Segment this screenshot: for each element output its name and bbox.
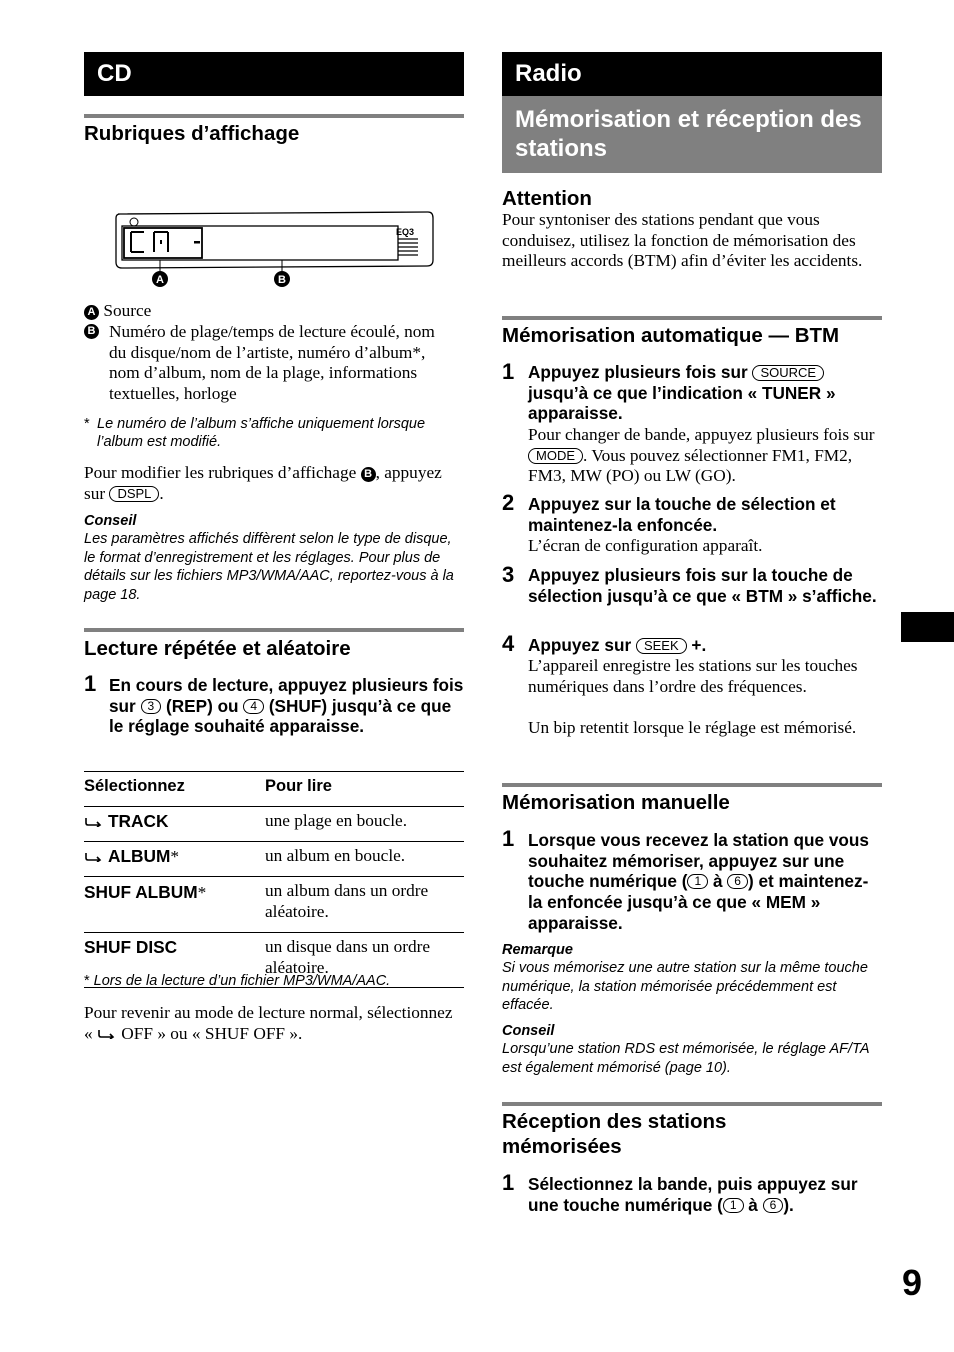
remarque-manuelle bbox=[502, 941, 882, 1015]
table-cell-label bbox=[84, 877, 265, 933]
marker-a-label: A bbox=[156, 274, 164, 286]
badge-b-inline-icon: B bbox=[361, 467, 376, 482]
key-6: 6 bbox=[763, 1198, 784, 1213]
step-manuelle-b: ) et maintenez-la enfoncée jusqu’à ce que « MEM » apparaisse. bbox=[528, 871, 869, 933]
return-paragraph bbox=[84, 1003, 464, 1044]
section-title-manuelle: Mémorisation manuelle bbox=[502, 791, 730, 814]
step-manuelle bbox=[528, 830, 882, 934]
step-btm-4 bbox=[528, 635, 882, 656]
key-3: 3 bbox=[141, 699, 162, 714]
row-asterisk: * bbox=[170, 847, 180, 866]
legend-b-text: Numéro de plage/temps de lecture écoulé, nom du disque/nom de l’artiste, numéro d’album*, nom d’album, nom de la plage, informations textuelles, horloge bbox=[109, 322, 435, 403]
key-1: 1 bbox=[723, 1198, 744, 1213]
step-btm-1-a: Appuyez plusieurs fois sur bbox=[528, 362, 748, 382]
conseil-text: Lorsqu’une station RDS est mémorisée, le réglage AF/TA est également mémorisé (page 10). bbox=[502, 1041, 869, 1076]
step-number-btm-2: 2 bbox=[502, 490, 515, 515]
table-row bbox=[84, 877, 464, 933]
table-cell-value: une plage en boucle. bbox=[265, 811, 408, 830]
table-head-col1: Sélectionnez bbox=[84, 777, 185, 795]
step-number-lecture: 1 bbox=[84, 671, 97, 696]
section-title-rubriques: Rubriques d’affichage bbox=[84, 122, 300, 145]
memorisation-header bbox=[502, 96, 882, 173]
table-cell-value: un album dans un ordre aléatoire. bbox=[265, 881, 429, 921]
step-reception bbox=[528, 1174, 882, 1215]
table-head-col2: Pour lire bbox=[265, 777, 332, 795]
step-btm-1-body-a: Pour changer de bande, appuyez plusieurs fois sur bbox=[528, 425, 875, 444]
step-manuelle-mid: à bbox=[712, 871, 723, 892]
section-title-reception: Réception des stations mémorisées bbox=[502, 1110, 727, 1158]
footnote-text: Le numéro de l’album s’affiche uniquement lorsque l’album est modifié. bbox=[97, 416, 426, 451]
side-tab bbox=[901, 612, 954, 642]
conseil-rubriques bbox=[84, 512, 464, 604]
step-lecture-a: En cours de lecture, appuyez plusieurs fois sur bbox=[109, 675, 464, 716]
table-cell-value: un album en boucle. bbox=[265, 846, 406, 865]
row-label: ALBUM bbox=[108, 846, 171, 866]
cd-header bbox=[84, 52, 464, 96]
seek-key: SEEK bbox=[636, 638, 687, 654]
memorisation-header-text: Mémorisation et réception des stations bbox=[515, 106, 862, 162]
step-btm-2: Appuyez sur la touche de sélection et maintenez-la enfoncée. bbox=[528, 494, 836, 535]
legend-a-text: Source bbox=[103, 301, 152, 320]
return-text-a: Pour revenir au mode de lecture normal, sélectionnez « bbox=[84, 1003, 453, 1043]
repeat-icon bbox=[97, 1029, 115, 1039]
remarque-text: Si vous mémorisez une autre station sur la même touche numérique, la station mémorisée précédemment est effacée. bbox=[502, 960, 868, 1014]
display-panel-illustration bbox=[114, 210, 434, 290]
svg-text:EQ3: EQ3 bbox=[396, 227, 415, 237]
remarque-title: Remarque bbox=[502, 942, 573, 958]
legend-item-b bbox=[84, 322, 464, 404]
table-row bbox=[84, 807, 464, 842]
modify-text-2: , appuyez sur bbox=[84, 463, 442, 503]
step-btm-2-body: L’écran de configuration apparaît. bbox=[528, 536, 763, 555]
step-btm-3: Appuyez plusieurs fois sur la touche de sélection jusqu’à ce que « BTM » s’affiche. bbox=[528, 565, 877, 606]
source-key: SOURCE bbox=[752, 365, 824, 381]
mode-key: MODE bbox=[528, 448, 583, 464]
step-number-reception: 1 bbox=[502, 1170, 515, 1195]
step-btm-1 bbox=[528, 362, 882, 424]
section-title-btm: Mémorisation automatique — BTM bbox=[502, 324, 840, 347]
step-btm-4-a: Appuyez sur bbox=[528, 635, 632, 655]
table-header bbox=[84, 772, 464, 807]
step-btm-1-body-b: . Vous pouvez sélectionner FM1, FM2, FM3, MW (PO) ou LW (GO). bbox=[528, 445, 853, 486]
repeat-icon bbox=[84, 817, 102, 827]
conseil-title: Conseil bbox=[84, 513, 137, 529]
page-number: 9 bbox=[902, 1262, 923, 1303]
rule-manuelle bbox=[502, 783, 882, 787]
attention-title: Attention bbox=[502, 187, 592, 210]
step-number-btm-3: 3 bbox=[502, 562, 515, 587]
conseil-title: Conseil bbox=[502, 1023, 555, 1039]
step-btm-4-body-2: Un bip retentit lorsque le réglage est mémorisé. bbox=[528, 718, 857, 737]
return-text-b: OFF » ou « SHUF OFF ». bbox=[121, 1023, 303, 1043]
step-btm-1-body bbox=[528, 425, 882, 487]
step-btm-1-b: jusqu’à ce que l’indication « TUNER » apparaisse. bbox=[528, 382, 836, 424]
step-lecture-b: (REP) ou bbox=[166, 695, 239, 716]
key-6: 6 bbox=[727, 874, 748, 889]
attention-text: Pour syntoniser des stations pendant que vous conduisez, utilisez la fonction de mémorisation des meilleurs accords (BTM) afin d’éviter les accidents. bbox=[502, 210, 863, 271]
row-label: SHUF DISC bbox=[84, 937, 178, 957]
step-number-manuelle: 1 bbox=[502, 826, 515, 851]
step-lecture-text bbox=[109, 675, 464, 737]
rule-rubriques bbox=[84, 114, 464, 118]
row-label: TRACK bbox=[108, 811, 169, 831]
repeat-shuffle-table bbox=[84, 771, 464, 988]
radio-header-text: Radio bbox=[515, 60, 582, 87]
step-reception-a: Sélectionnez la bande, puis appuyez sur une touche numérique ( bbox=[528, 1174, 858, 1215]
footnote-mp3 bbox=[84, 972, 464, 990]
cd-header-text: CD bbox=[97, 60, 132, 87]
marker-b-label: B bbox=[278, 274, 286, 286]
badge-a-icon: A bbox=[84, 305, 99, 320]
step-manuelle-a: Lorsque vous recevez la station que vous souhaitez mémoriser, appuyez sur une touche numérique ( bbox=[528, 830, 869, 892]
step-reception-b: ). bbox=[783, 1194, 794, 1215]
table-cell-value: un disque dans un ordre aléatoire. bbox=[265, 937, 431, 977]
conseil-manuelle bbox=[502, 1022, 882, 1077]
badge-b-icon: B bbox=[84, 324, 99, 339]
footnote-text: Lors de la lecture d’un fichier MP3/WMA/AAC. bbox=[93, 973, 391, 989]
row-asterisk: * bbox=[197, 883, 207, 902]
step-reception-mid: à bbox=[748, 1194, 758, 1215]
footnote-album bbox=[84, 415, 464, 452]
table-cell-label bbox=[84, 842, 265, 877]
step-number-btm-4: 4 bbox=[502, 631, 515, 656]
display-diagram bbox=[114, 210, 434, 290]
modify-text-end: . bbox=[159, 483, 164, 503]
step-btm-4-body-1: L’appareil enregistre les stations sur les touches numériques dans l’ordre des fréquences. bbox=[528, 656, 858, 696]
dspl-key: DSPL bbox=[109, 486, 159, 502]
rule-lecture bbox=[84, 628, 464, 632]
section-title-lecture: Lecture répétée et aléatoire bbox=[84, 637, 351, 660]
table-cell-label bbox=[84, 807, 265, 842]
rule-reception bbox=[502, 1102, 882, 1106]
footnote-mark: * bbox=[84, 973, 90, 989]
legend-item-a bbox=[84, 301, 464, 322]
rule-btm bbox=[502, 316, 882, 320]
key-4: 4 bbox=[243, 699, 264, 714]
step-lecture-c: (SHUF) jusqu’à ce que le réglage souhaité apparaisse. bbox=[109, 695, 452, 737]
step-number-btm-1: 1 bbox=[502, 359, 515, 384]
step-btm-4-b: +. bbox=[691, 635, 707, 655]
conseil-text: Les paramètres affichés diffèrent selon le type de disque, le format d’enregistrement et les réglages. Pour plus de détails sur les fichiers MP3/WMA/AAC, reportez-vous à la page 18. bbox=[84, 531, 454, 603]
modify-paragraph bbox=[84, 463, 464, 504]
modify-text-1: Pour modifier les rubriques d’affichage bbox=[84, 463, 357, 482]
radio-header bbox=[502, 52, 882, 96]
footnote-mark: * bbox=[84, 416, 90, 432]
key-1: 1 bbox=[687, 874, 708, 889]
row-label: SHUF ALBUM bbox=[84, 882, 198, 902]
repeat-icon bbox=[84, 852, 102, 862]
table-row bbox=[84, 842, 464, 877]
